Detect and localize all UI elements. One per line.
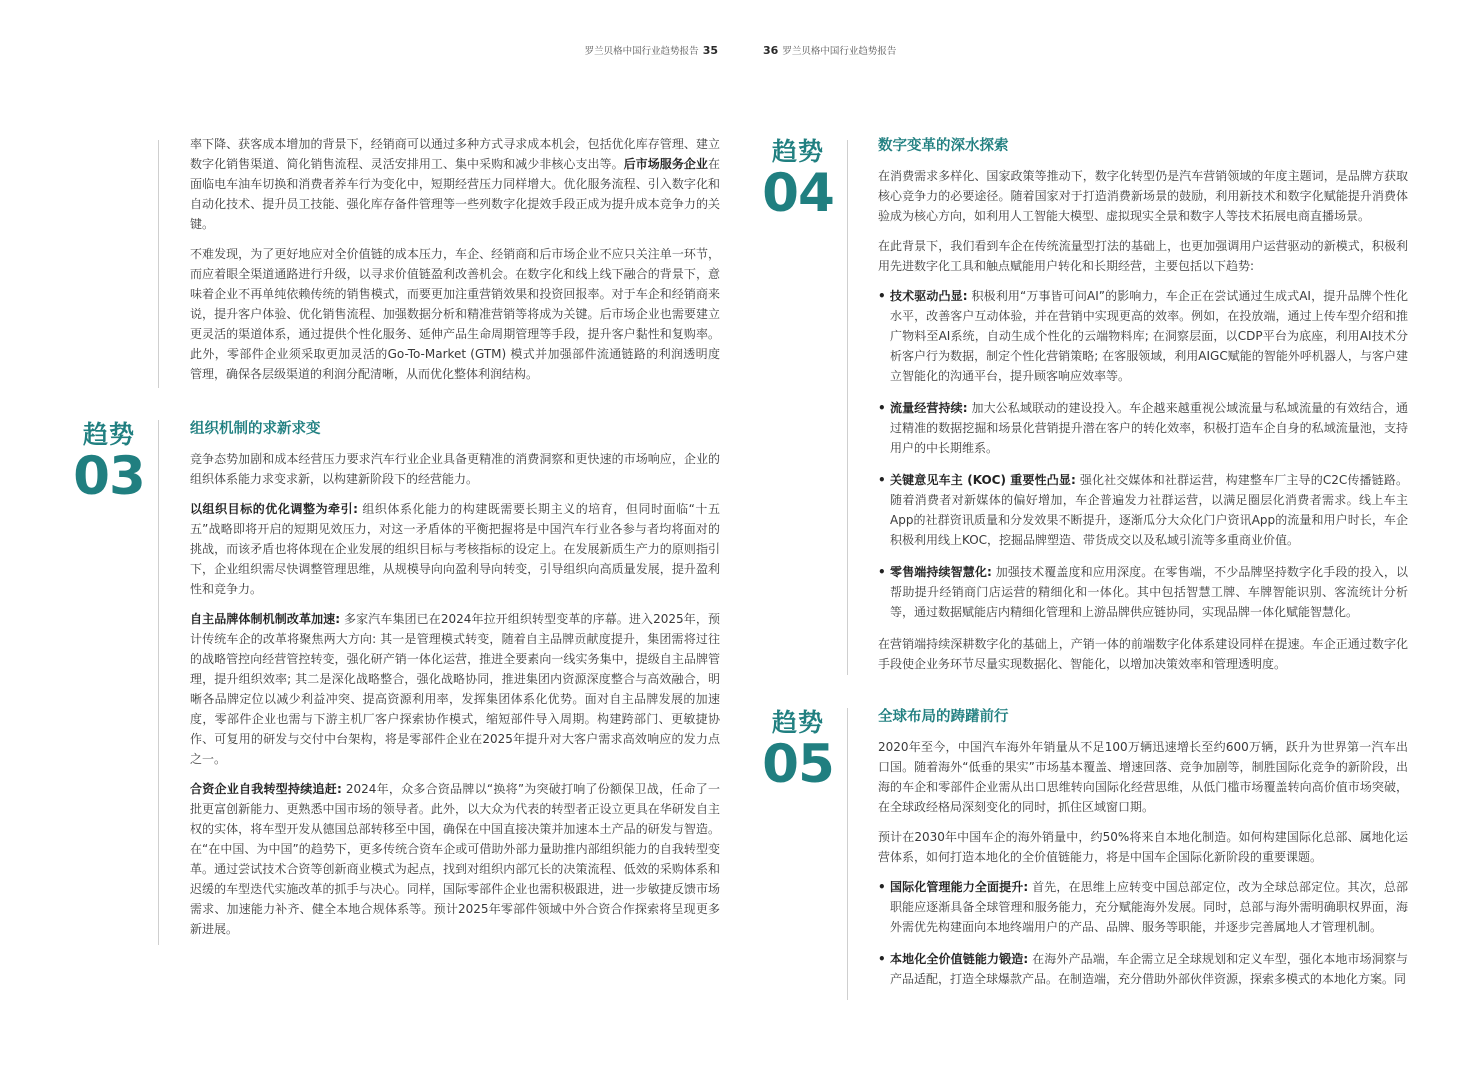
trend03-paragraph-4: 合资企业自我转型持续追赶: 2024年，众多合资品牌以“换将”为突破打响了份额保卫战，任命了一批更富创新能力、更熟悉中国市场的领导者。此外，以大众为代表的转型者正设立更具在华研发自主权的实体，将车型开发从德国总部转移至中国，确保在中国直接决策并加速本土产品的研发与智造。在“在中国、为中国”的趋势下，更多传统合资车企或可借助外部力量助推内部组织能力的自我转型变革。通过尝试技术合资等创新商业模式为起点，找到对组织内部冗长的决策流程、低效的采购体系和迟缓的车型迭代实施改革的抓手与决心。同样，国际零部件企业也需积极跟进，进一步敏捷反馈市场需求、加速能力补齐、健全本地合规体系等。预计2025年零部件领域中外合资合作探索将呈现更多新进展。: [190, 782, 721, 936]
trend03-paragraph-2: 以组织目标的优化调整为牵引: 组织体系化能力的构建既需要长期主义的培育，但同时面临“十五五”战略即将开启的短期见效压力，对这一矛盾体的平衡把握将是中国汽车行业各参与者均将面对的挑战，而该矛盾也将体现在企业发展的组织目标与考核指标的设定上。在发展新质生产力的原则指引下，企业组织需尽快调整管理思维，从规模导向向盈利导向转变，引导组织向高质量发展，提升盈利性和竞争力。: [190, 502, 720, 596]
trend04-label: 趋势: [771, 137, 824, 166]
trend03-number: 03: [73, 446, 145, 507]
trend03-paragraph-1: 竞争态势加剧和成本经营压力要求汽车行业企业具备更精准的消费洞察和更快速的市场响应，企业的组织体系能力求变求新，以构建新阶段下的经营能力。: [190, 452, 720, 486]
left-header-title: 罗兰贝格中国行业趋势报告: [584, 46, 699, 57]
list-item: • 零售端持续智慧化: 加强技术覆盖度和应用深度。在零售端，不少品牌坚持数字化手段的投入，以帮助提升经销商门店运营的精细化和一体化。其中包括智慧工牌、车牌智能识别、客流统计分析等，通过数据赋能店内精细化管理和上游品牌供应链协同，实现品牌一体化赋能智慧化。: [878, 562, 1408, 622]
trend04-title: 数字变革的深水探索: [878, 138, 1009, 154]
right-page-header: [763, 43, 896, 57]
list-item: • 关键意见车主 (KOC) 重要性凸显: 强化社交媒体和社群运营，构建整车厂主导的C2C传播链路。随着消费者对新媒体的偏好增加，车企普遍发力社群运营，以满足圈层化消费者需求。线上车主App的社群资讯质量和分发效果不断提升，逐渐瓜分大众化门户资讯App的流量和用户时长，车企积极利用线上KOC，挖掘品牌塑造、带货成交以及私域引流等多重商业价值。: [878, 470, 1408, 550]
trend05-paragraph-2: 预计在2030年中国车企的海外销量中，约50%将来自本地化制造。如何构建国际化总部、属地化运营体系，如何打造本地化的全价值链能力，将是中国车企国际化新阶段的重要课题。: [878, 830, 1408, 864]
trend05-tag: [761, 708, 835, 795]
trend03-tag: [72, 420, 146, 507]
trend04-paragraph-3: 在营销端持续深耕数字化的基础上，产销一体的前端数字化体系建设同样在提速。车企正通过数字化手段使企业务环节尽量实现数据化、智能化，以增加决策效率和管理透明度。: [878, 637, 1408, 671]
trend05-divider: [847, 708, 848, 1000]
trend03-label: 趋势: [82, 420, 135, 449]
right-header-title: 罗兰贝格中国行业趋势报告: [782, 46, 897, 57]
right-page-number: 36: [763, 44, 779, 57]
intro-paragraph-2: 不难发现，为了更好地应对全价值链的成本压力，车企、经销商和后市场企业不应只关注单一环节，而应着眼全渠道通路进行升级，以寻求价值链盈利改善机会。在数字化和线上线下融合的背景下，意味着企业不再单纯依赖传统的销售模式，而要更加注重营销效果和投资回报率。对于车企和经销商来说，提升客户体验、优化销售流程、加强数据分析和精准营销等将成为关键。后市场企业也需要建立更灵活的渠道体系，通过提供个性化服务、延伸产品生命周期管理等手段，提升客户黏性和复购率。此外，零部件企业须采取更加灵活的Go-To-Market (GTM) 模式并加强部件流通链路的利润透明度管理，确保各层级渠道的利润分配清晰，从而优化整体利润结构。: [190, 247, 720, 381]
left-page-number: 35: [702, 44, 718, 57]
trend05-title: 全球布局的踌躇前行: [878, 709, 1009, 725]
left-page-header: [585, 43, 718, 57]
trend04-number: 04: [762, 163, 834, 224]
trend04-paragraph-2: 在此背景下，我们看到车企在传统流量型打法的基础上，也更加强调用户运营驱动的新模式，积极利用先进数字化工具和触点赋能用户转化和长期经营，主要包括以下趋势:: [878, 239, 1408, 273]
trend05-label: 趋势: [771, 708, 824, 737]
trend03-paragraph-3: 自主品牌体制机制改革加速: 多家汽车集团已在2024年拉开组织转型变革的序幕。进入2025年，预计传统车企的改革将聚焦两大方向: 其一是管理模式转变，随着自主品牌贡献度提升，集团需将过往的战略管控向经营管控转变，强化研产销一体化运营，推进全要素向一线实务集中，提级自主品牌管理，提升组织效率; 其二是深化战略整合，强化战略协同，推进集团内资源深度整合与高效融合，明晰各品牌定位以减少利益冲突、提高资源利用率，发挥集团体系化优势。面对自主品牌发展的加速度，零部件企业也需与下游主机厂客户探索协作模式，缩短部件导入周期。构建跨部门、更敏捷协作、可复用的研发与交付中台架构，将是零部件企业在2025年提升对大客户需求高效响应的发力点之一。: [190, 612, 720, 766]
trend04-divider: [847, 140, 848, 675]
trend04-tag: [761, 137, 835, 224]
list-item: • 国际化管理能力全面提升: 首先，在思维上应转变中国总部定位，改为全球总部定位。其次，总部职能应逐渐具备全球管理和服务能力，充分赋能海外发展。同时，总部与海外需明确职权界面，海外需优先构建面向本地终端用户的产品、品牌、服务等职能，并逐步完善属地人才管理机制。: [878, 877, 1408, 937]
trend04-bullet-list: [878, 286, 1408, 622]
list-item: • 流量经营持续: 加大公私域联动的建设投入。车企越来越重视公域流量与私域流量的有效结合，通过精准的数据挖掘和场景化营销提升潜在客户的转化效率，积极打造车企自身的私域流量池，支持用户的中长期维系。: [878, 398, 1408, 458]
trend04-section: [878, 136, 1408, 684]
trend05-section: [878, 707, 1408, 1001]
trend03-title: 组织机制的求新求变: [190, 421, 321, 437]
left-intro-divider: [158, 140, 159, 388]
trend04-paragraph-1: 在消费需求多样化、国家政策等推动下，数字化转型仍是汽车营销领域的年度主题词，是品牌方获取核心竞争力的必要途径。随着国家对于打造消费新场景的鼓励，利用新技术和数字化赋能提升消费体验成为核心方向，如利用人工智能大模型、虚拟现实全景和数字人等技术拓展电商直播场景。: [878, 169, 1408, 223]
left-intro-text: [190, 134, 720, 394]
list-item: • 本地化全价值链能力锻造: 在海外产品端，车企需立足全球规划和定义车型，强化本地市场洞察与产品适配，打造全球爆款产品。在制造端，充分借助外部伙伴资源，探索多模式的本地化方案。同: [878, 949, 1408, 989]
trend05-paragraph-1: 2020年至今，中国汽车海外年销量从不足100万辆迅速增长至约600万辆，跃升为世界第一汽车出口国。随着海外“低垂的果实”市场基本覆盖、增速回落、竞争加剧等，制胜国际化竞争的新阶段，出海的车企和零部件企业需从出口思维转向国际化经营思维，从低门槛市场覆盖转向高价值市场突破，在全球政经格局深刻变化的同时，抓住区域窗口期。: [878, 740, 1409, 814]
list-item: • 技术驱动凸显: 积极利用“万事皆可问AI”的影响力，车企正在尝试通过生成式AI，提升品牌个性化水平，改善客户互动体验，并在营销中实现更高的效率。例如，在投放端，通过上传车型介绍和推广物料至AI系统，自动生成个性化的云端物料库; 在洞察层面，以CDP平台为底座，利用AI技术分析客户行为数据，制定个性化营销策略; 在客服领域，利用AIGC赋能的智能外呼机器人，与客户建立智能化的沟通平台，提升顾客响应效率等。: [878, 286, 1408, 386]
intro-paragraph-1: 率下降、获客成本增加的背景下，经销商可以通过多种方式寻求成本机会，包括优化库存管理、建立数字化销售渠道、简化销售流程、灵活安排用工、集中采购和减少非核心支出等。后市场服务企业在面临电车油车切换和消费者养车行为变化中，短期经营压力同样增大。优化服务流程、引入数字化和自动化技术、提升员工技能、强化库存备件管理等一些列数字化提效手段正成为提升成本竞争力的关键。: [190, 137, 720, 231]
trend03-section: [190, 419, 720, 949]
trend05-number: 05: [762, 734, 834, 795]
trend03-divider: [158, 420, 159, 945]
trend05-bullet-list: [878, 877, 1408, 989]
